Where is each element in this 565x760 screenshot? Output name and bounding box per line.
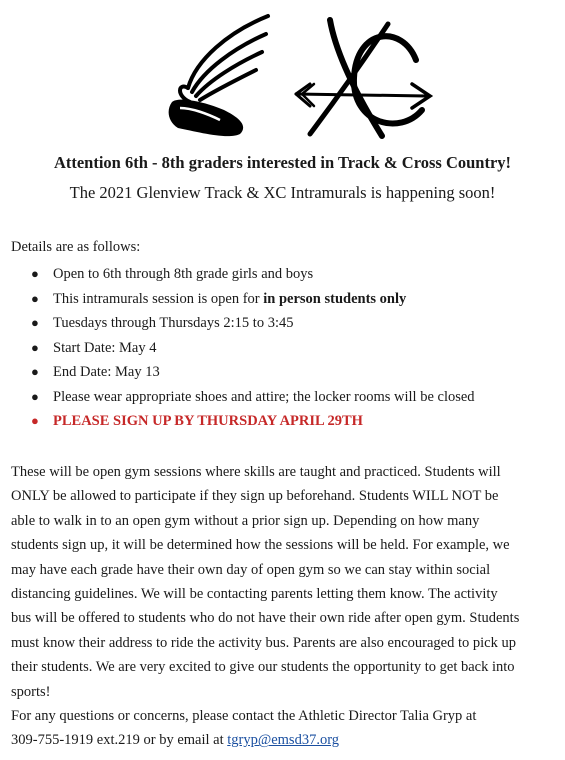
paragraph-line: able to walk in to an open gym without a prior sign up. Depending on how many (11, 512, 480, 529)
list-item: ● Tuesdays through Thursdays 2:15 to 3:45 (31, 311, 475, 336)
list-item: ● End Date: May 13 (31, 360, 475, 385)
paragraph-line: sports! (11, 683, 51, 700)
bullet-icon: ● (31, 388, 39, 404)
email-link[interactable]: tgryp@emsd37.org (227, 732, 340, 749)
list-item: ● This intramurals session is open for in person students only (31, 287, 475, 312)
bullet-icon: ● (31, 290, 39, 306)
contact-line: 309-755-1919 ext.219 or by email at tgryp@emsd37.org (11, 732, 340, 749)
list-item: ● Start Date: May 4 (31, 336, 475, 361)
paragraph-line: may have each grade have their own day of open gym so we can stay within social (11, 561, 491, 578)
subheadline: The 2021 Glenview Track & XC Intramurals is happening soon! (69, 183, 496, 202)
paragraph-line: These will be open gym sessions where skills are taught and practiced. Students will (11, 464, 501, 480)
paragraph-line: distancing guidelines. We will be contacting parents letting them know. The activity (11, 586, 498, 603)
bold-text: in person students only (263, 290, 407, 307)
list-item: ● Please wear appropriate shoes and attire; the locker rooms will be closed (31, 385, 475, 410)
bullet-icon: ● (31, 266, 39, 281)
bullet-icon: ● (31, 315, 39, 330)
details-list (31, 262, 475, 434)
bullet-icon: ● (31, 339, 39, 355)
bullet-icon: ● (31, 413, 39, 428)
bullet-icon: ● (31, 364, 39, 379)
paragraph-line: their students. We are very excited to give our students the opportunity to get back into (11, 659, 515, 676)
paragraph-line: ONLY be allowed to participate if they sign up beforehand. Students WILL NOT be (11, 488, 499, 505)
paragraph-line: must know their address to ride the activity bus. Parents are also encouraged to pick up (11, 634, 516, 651)
winged-foot-icon (158, 10, 273, 140)
signup-deadline: ● PLEASE SIGN UP BY THURSDAY APRIL 29TH (31, 409, 475, 434)
details-intro: Details are as follows: (11, 239, 141, 255)
xc-arrow-logo-icon (290, 14, 435, 144)
paragraph-line: students sign up, it will be determined how the sessions will be held. For example, we (11, 537, 510, 554)
paragraph-line: bus will be offered to students who do not have their own ride after open gym. Students (11, 610, 520, 627)
paragraph-line: For any questions or concerns, please contact the Athletic Director Talia Gryp at (11, 708, 477, 725)
headline: Attention 6th - 8th graders interested in Track & Cross Country! (53, 153, 512, 172)
list-item: ● Open to 6th through 8th grade girls and boys (31, 262, 475, 287)
info-paragraph (11, 460, 556, 753)
logo-row (0, 10, 565, 145)
